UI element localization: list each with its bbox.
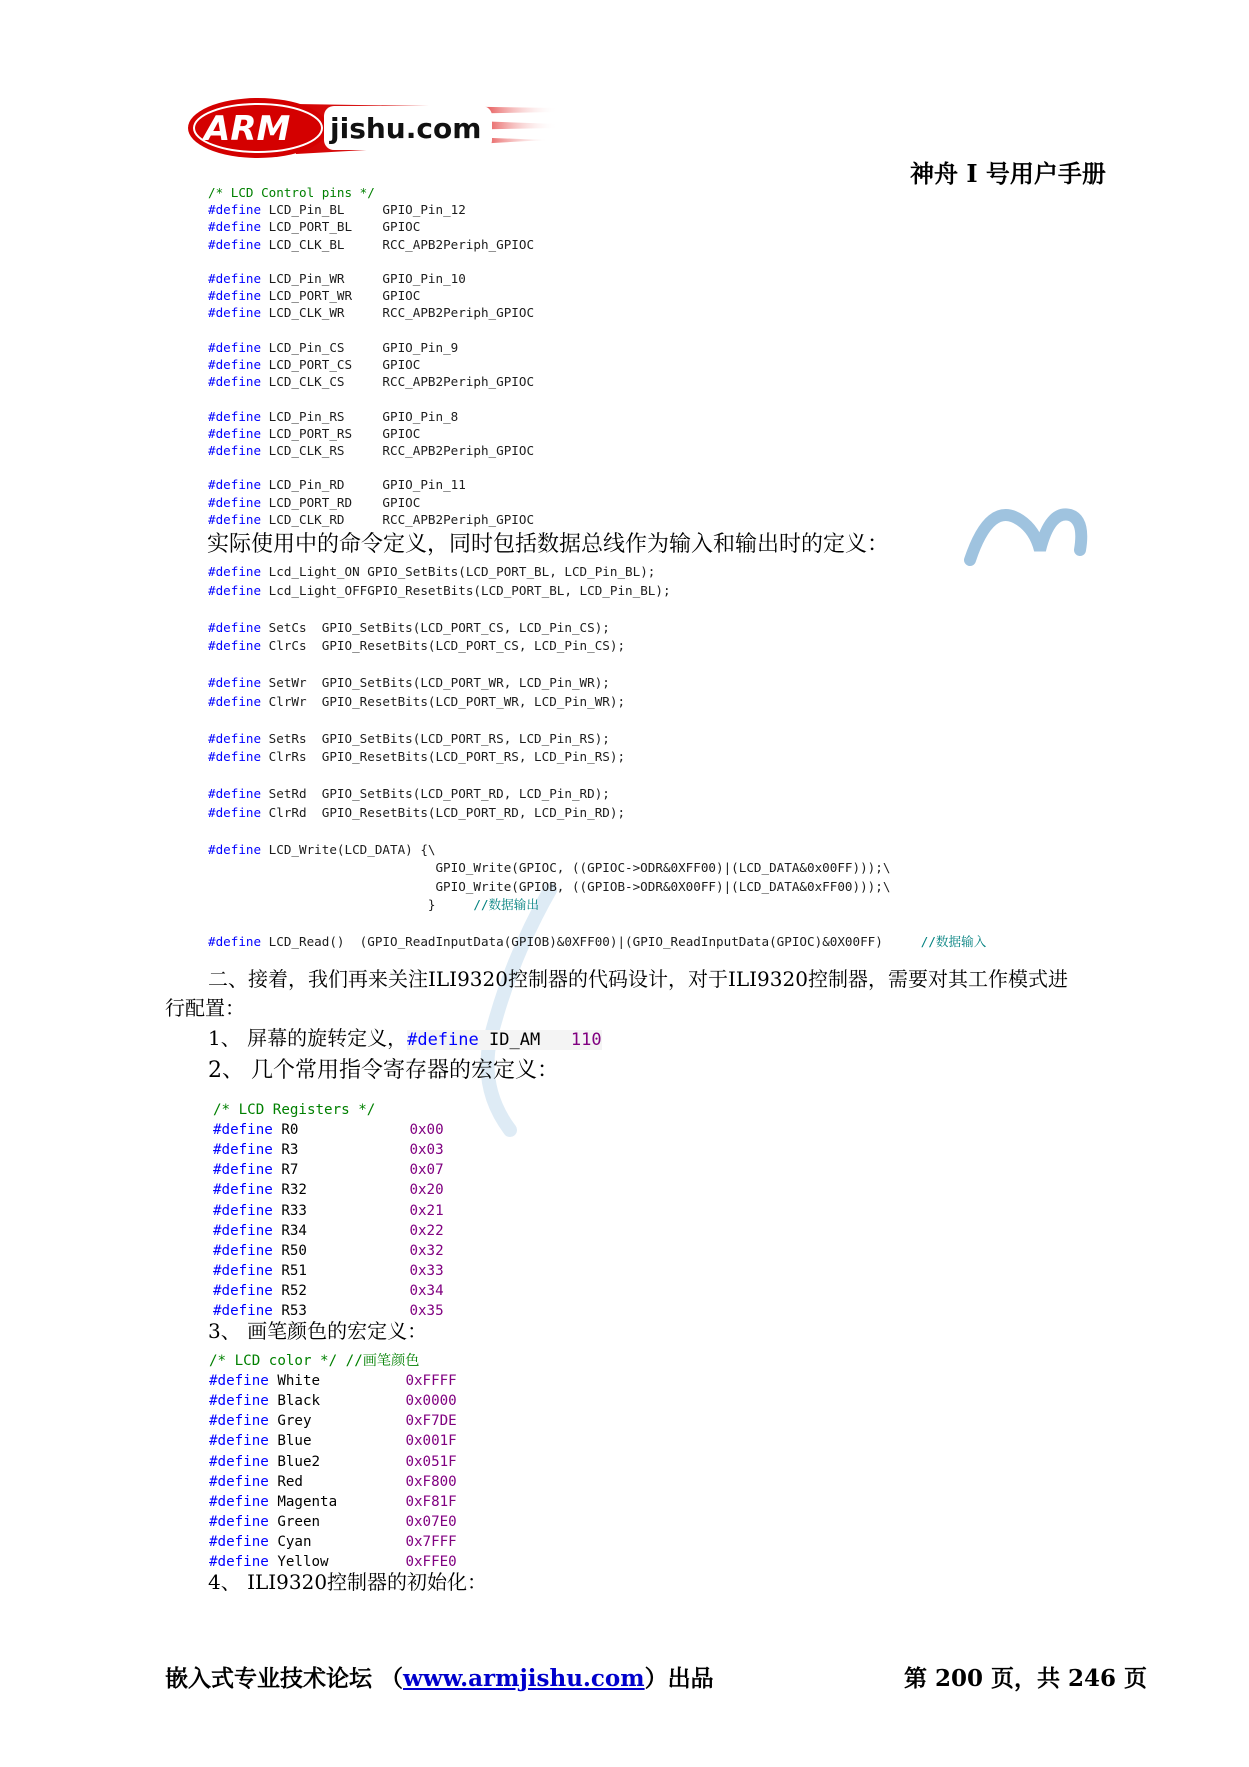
macro-name: Cyan — [277, 1533, 406, 1550]
macro-value: 0x0000 — [405, 1393, 457, 1410]
code-line — [208, 236, 534, 254]
macro-name: R51 — [281, 1262, 410, 1279]
paragraph-ili9320-intro: 二、接着，我们再来关注ILI9320控制器的代码设计，对于ILI9320控制器，需要对其工作模式进 — [208, 967, 1068, 991]
macro-name: R50 — [281, 1242, 410, 1259]
macro-name: LCD_PORT_BL — [268, 219, 383, 235]
macro-value: 0xF800 — [405, 1473, 457, 1490]
macro-value: GPIO_SetBits(LCD_PORT_WR, LCD_Pin_WR); — [321, 675, 610, 690]
code-token: ) — [875, 934, 921, 949]
code-line — [208, 425, 420, 443]
macro-name: Blue2 — [277, 1453, 406, 1470]
code-line — [208, 804, 625, 822]
code-line — [208, 674, 610, 692]
macro-value: GPIO_Pin_9 — [382, 339, 459, 355]
code-keyword: #define — [208, 675, 269, 690]
code-keyword: #define — [208, 804, 269, 820]
code-token: )|(LCD_DATA& — [716, 878, 808, 894]
macro-name: LCD_CLK_RD — [268, 511, 383, 527]
code-line — [213, 1202, 444, 1220]
macro-value: GPIO_Pin_12 — [382, 202, 466, 218]
list-item-1 — [208, 1024, 602, 1054]
code-keyword: #define — [213, 1122, 282, 1139]
list-item-2: 2、 几个常用指令寄存器的宏定义： — [208, 1058, 559, 1083]
code-keyword: #define — [209, 1393, 278, 1410]
code-line — [208, 201, 466, 219]
code-keyword: #define — [208, 339, 269, 355]
macro-value: RCC_APB2Periph_GPIOC — [382, 236, 535, 252]
macro-name: Yellow — [277, 1554, 406, 1570]
macro-value: 0x07 — [409, 1162, 444, 1179]
code-keyword: #define — [208, 374, 269, 390]
code-line — [208, 304, 534, 322]
code-line — [209, 1432, 457, 1450]
macro-value: GPIO_SetBits(LCD_PORT_RS, LCD_Pin_RS); — [321, 730, 610, 746]
code-line — [208, 270, 466, 288]
macro-name: SetRs — [268, 730, 322, 746]
macro-name: LCD_CLK_BL — [268, 236, 383, 252]
code-token: )|(GPIO_ReadInputData(GPIOC) — [609, 934, 823, 949]
code-keyword: #define — [208, 564, 269, 579]
macro-name: LCD_Write(LCD_DATA) — [268, 841, 413, 857]
macro-name: LCD_Pin_CS — [268, 339, 383, 355]
code-keyword: #define — [208, 638, 269, 653]
macro-value: GPIO_SetBits(LCD_PORT_RD, LCD_Pin_RD); — [321, 786, 610, 801]
macro-name: Magenta — [277, 1493, 406, 1510]
code-indent — [208, 897, 428, 912]
macro-value: RCC_APB2Periph_GPIOC — [382, 305, 535, 321]
macro-value: GPIOC — [382, 219, 421, 235]
code-line — [208, 859, 890, 877]
code-line — [209, 1473, 457, 1491]
code-keyword: #define — [208, 786, 269, 801]
code-keyword: #define — [208, 357, 269, 372]
macro-name: ClrCs — [268, 638, 322, 653]
code-line — [208, 476, 466, 494]
code-token: GPIO_Write(GPIOC, ((GPIOC->ODR — [435, 860, 663, 875]
macro-name: R32 — [281, 1182, 410, 1199]
watermark-graphic — [960, 490, 1090, 570]
macro-value: 0x33 — [409, 1262, 444, 1279]
code-line — [213, 1121, 444, 1139]
code-comment: /* LCD color */ //画笔颜色 — [209, 1353, 420, 1369]
code-keyword: #define — [208, 511, 269, 527]
code-token: GPIO_Write(GPIOB, ((GPIOB->ODR — [435, 878, 663, 894]
macro-name: LCD_PORT_RD — [268, 494, 383, 510]
macro-name: R33 — [281, 1202, 410, 1219]
code-line — [208, 511, 534, 529]
code-line — [213, 1181, 444, 1199]
code-token: 0x00FF — [807, 860, 853, 875]
macro-value: 0x07E0 — [405, 1513, 457, 1530]
code-indent — [208, 879, 435, 894]
macro-value: 0xFFE0 — [405, 1554, 457, 1570]
code-keyword: #define — [213, 1202, 282, 1219]
list-item-1-label: 1、 屏幕的旋转定义， — [208, 1026, 408, 1050]
paragraph-ili9320-intro-cont: 行配置： — [165, 996, 245, 1020]
code-keyword: #define — [209, 1413, 278, 1430]
code-token: 0xFF00 — [807, 878, 853, 894]
code-line — [209, 1352, 420, 1370]
code-keyword: #define — [208, 477, 269, 493]
code-line — [208, 878, 890, 896]
macro-value: RCC_APB2Periph_GPIOC — [382, 374, 535, 390]
macro-value: GPIO_ResetBits(LCD_PORT_RS, LCD_Pin_RS); — [321, 749, 626, 764]
macro-name: R53 — [281, 1303, 410, 1319]
macro-name: LCD_PORT_RS — [268, 425, 383, 441]
code-line — [208, 582, 671, 600]
macro-name: Lcd_Light_ON — [268, 564, 368, 579]
code-line — [213, 1262, 444, 1280]
code-keyword: #define — [213, 1142, 282, 1159]
macro-name: Red — [277, 1473, 406, 1490]
code-token: )));\ — [852, 878, 891, 894]
code-keyword: #define — [209, 1473, 278, 1490]
code-keyword: #define — [208, 841, 269, 857]
code-line — [209, 1412, 457, 1430]
macro-name: ClrWr — [268, 693, 322, 709]
code-keyword: #define — [208, 494, 269, 510]
list-item-1-keyword: #define — [407, 1030, 479, 1050]
macro-name: LCD_CLK_WR — [268, 305, 383, 321]
code-keyword: #define — [213, 1182, 282, 1199]
code-keyword: #define — [208, 408, 269, 424]
macro-value: {\ — [412, 841, 436, 857]
watermark-graphic-lower — [450, 880, 580, 1140]
code-token: #define — [208, 934, 269, 949]
code-line — [208, 408, 458, 426]
macro-name: LCD_CLK_CS — [268, 374, 383, 390]
macro-value: 0x00 — [409, 1122, 444, 1139]
code-line — [208, 693, 625, 711]
code-line — [213, 1242, 444, 1260]
macro-name: LCD_Pin_RD — [268, 477, 383, 493]
list-item-4: 4、 ILI9320控制器的初始化： — [208, 1570, 488, 1594]
macro-name: Blue — [277, 1433, 406, 1450]
code-line — [208, 933, 986, 951]
code-keyword: #define — [209, 1493, 278, 1510]
code-keyword: #define — [208, 271, 269, 286]
macro-value: 0xF81F — [405, 1493, 457, 1510]
code-keyword: #define — [213, 1303, 282, 1319]
code-line — [208, 785, 610, 803]
code-token: &0XFF00 — [662, 860, 717, 875]
code-line — [208, 730, 610, 748]
macro-value: 0x35 — [409, 1303, 444, 1319]
code-keyword: #define — [209, 1433, 278, 1450]
macro-value: GPIO_Pin_11 — [382, 477, 466, 493]
macro-value: GPIO_SetBits(LCD_PORT_CS, LCD_Pin_CS); — [321, 619, 610, 635]
macro-name: LCD_PORT_WR — [268, 288, 383, 304]
macro-name: Lcd_Light_OFF — [268, 582, 368, 598]
macro-value: GPIO_ResetBits(LCD_PORT_BL, LCD_Pin_BL); — [367, 582, 671, 598]
macro-name: White — [277, 1373, 406, 1390]
macro-name: Grey — [277, 1413, 406, 1430]
code-comment: /* LCD Control pins */ — [208, 185, 375, 200]
code-keyword: #define — [208, 693, 269, 709]
code-token: )|(LCD_DATA& — [716, 860, 808, 875]
code-line — [208, 619, 610, 637]
code-token: } — [427, 897, 436, 912]
code-keyword: #define — [209, 1513, 278, 1530]
code-keyword: #define — [213, 1242, 282, 1259]
paragraph-command-definitions: 实际使用中的命令定义，同时包括数据总线作为输入和输出时的定义： — [207, 532, 890, 557]
macro-value: GPIO_ResetBits(LCD_PORT_CS, LCD_Pin_CS); — [321, 638, 626, 653]
code-keyword: #define — [208, 288, 269, 304]
code-line — [208, 356, 420, 374]
code-keyword: #define — [208, 425, 269, 441]
code-line — [209, 1533, 457, 1551]
code-keyword: #define — [208, 219, 269, 235]
code-line — [208, 896, 539, 914]
macro-value: GPIO_ResetBits(LCD_PORT_WR, LCD_Pin_WR); — [321, 693, 626, 709]
code-token: &0XFF00 — [556, 934, 610, 949]
code-keyword: #define — [213, 1162, 282, 1179]
code-keyword: #define — [213, 1262, 282, 1279]
footer-prefix: 嵌入式专业技术论坛 （ — [165, 1665, 404, 1692]
code-line — [213, 1141, 444, 1159]
svg-text:ARM: ARM — [204, 109, 291, 149]
code-line — [213, 1161, 444, 1179]
footer-link[interactable]: www.armjishu.com — [403, 1665, 645, 1692]
macro-value: GPIOC — [382, 494, 421, 510]
code-line — [208, 287, 420, 305]
code-line — [209, 1372, 457, 1390]
macro-name: LCD_PORT_CS — [268, 357, 383, 372]
macro-name: Black — [277, 1393, 406, 1410]
macro-value: GPIOC — [382, 357, 421, 372]
code-keyword: #define — [209, 1453, 278, 1470]
list-item-1-name: ID_AM — [489, 1030, 541, 1050]
code-keyword: #define — [209, 1554, 278, 1570]
code-keyword: #define — [208, 582, 269, 598]
list-item-1-value: 110 — [570, 1030, 602, 1050]
code-line — [208, 494, 420, 512]
footer-suffix: ）出品 — [644, 1665, 714, 1692]
macro-name: LCD_Pin_RS — [268, 408, 383, 424]
macro-value: 0x34 — [409, 1282, 444, 1299]
code-line — [208, 637, 625, 655]
code-keyword: #define — [208, 236, 269, 252]
code-line — [208, 218, 420, 236]
macro-value: 0xFFFF — [405, 1373, 457, 1390]
code-keyword: #define — [213, 1222, 282, 1239]
macro-name: SetCs — [268, 619, 322, 635]
macro-name: R7 — [281, 1162, 410, 1179]
macro-value: 0x20 — [409, 1182, 444, 1199]
code-line — [208, 841, 435, 859]
code-line — [208, 373, 534, 391]
macro-value: RCC_APB2Periph_GPIOC — [382, 443, 535, 458]
macro-value: 0x32 — [409, 1242, 444, 1259]
code-token: //数据输出 — [435, 897, 539, 912]
macro-name: Green — [277, 1513, 406, 1530]
code-line — [209, 1513, 457, 1531]
code-line — [208, 748, 625, 766]
code-keyword: #define — [208, 202, 269, 218]
macro-value: GPIOC — [382, 288, 421, 304]
macro-name: ClrRd — [268, 804, 322, 820]
armjishu-logo — [186, 94, 558, 164]
code-line — [209, 1392, 457, 1410]
document-title: 神舟 I 号用户手册 — [910, 159, 1106, 188]
macro-value: 0x22 — [409, 1222, 444, 1239]
code-line — [209, 1453, 457, 1471]
macro-name: ClrRs — [268, 749, 322, 764]
svg-text:jishu.com: jishu.com — [330, 112, 482, 145]
macro-value: 0x051F — [405, 1453, 457, 1470]
code-line — [213, 1101, 375, 1119]
macro-name: LCD_CLK_RS — [268, 443, 383, 458]
macro-name: R34 — [281, 1222, 410, 1239]
code-line — [208, 563, 655, 581]
code-token: LCD_Read() (GPIO_ReadInputData(GPIOB) — [268, 934, 557, 949]
code-line — [213, 1222, 444, 1240]
code-line — [209, 1493, 457, 1511]
macro-value: 0x03 — [409, 1142, 444, 1159]
macro-value: GPIOC — [382, 425, 421, 441]
footer-credit — [165, 1660, 714, 1693]
code-token: &0X00FF — [662, 878, 717, 894]
code-keyword: #define — [208, 619, 269, 635]
macro-name: LCD_Pin_WR — [268, 271, 383, 286]
macro-name: R52 — [281, 1282, 410, 1299]
code-keyword: #define — [208, 443, 269, 458]
macro-value: 0xF7DE — [405, 1413, 457, 1430]
macro-value: GPIO_Pin_8 — [382, 408, 459, 424]
code-indent — [208, 860, 435, 875]
code-line — [213, 1282, 444, 1300]
macro-value: GPIO_SetBits(LCD_PORT_BL, LCD_Pin_BL); — [367, 564, 656, 579]
code-token: //数据输入 — [920, 934, 987, 949]
macro-name: R3 — [281, 1142, 410, 1159]
code-keyword: #define — [209, 1373, 278, 1390]
code-token: )));\ — [852, 860, 891, 875]
macro-value: GPIO_Pin_10 — [382, 271, 466, 286]
macro-value: 0x21 — [409, 1202, 444, 1219]
code-token: &0X00FF — [822, 934, 876, 949]
macro-name: SetWr — [268, 675, 322, 690]
macro-value: 0x7FFF — [405, 1533, 457, 1550]
code-line — [208, 339, 458, 357]
macro-value: GPIO_ResetBits(LCD_PORT_RD, LCD_Pin_RD); — [321, 804, 626, 820]
macro-name: SetRd — [268, 786, 322, 801]
macro-value: RCC_APB2Periph_GPIOC — [382, 511, 535, 527]
code-line — [208, 184, 375, 202]
macro-value: 0x001F — [405, 1433, 457, 1450]
code-keyword: #define — [213, 1282, 282, 1299]
code-keyword: #define — [208, 749, 269, 764]
code-keyword: #define — [208, 305, 269, 321]
code-line — [208, 442, 534, 460]
code-keyword: #define — [209, 1533, 278, 1550]
code-comment: /* LCD Registers */ — [213, 1102, 376, 1118]
macro-name: R0 — [281, 1122, 410, 1139]
macro-name: LCD_Pin_BL — [268, 202, 383, 218]
page-number: 第 200 页，共 246 页 — [904, 1665, 1148, 1692]
code-keyword: #define — [208, 730, 269, 746]
list-item-3: 3、 画笔颜色的宏定义： — [208, 1319, 428, 1343]
